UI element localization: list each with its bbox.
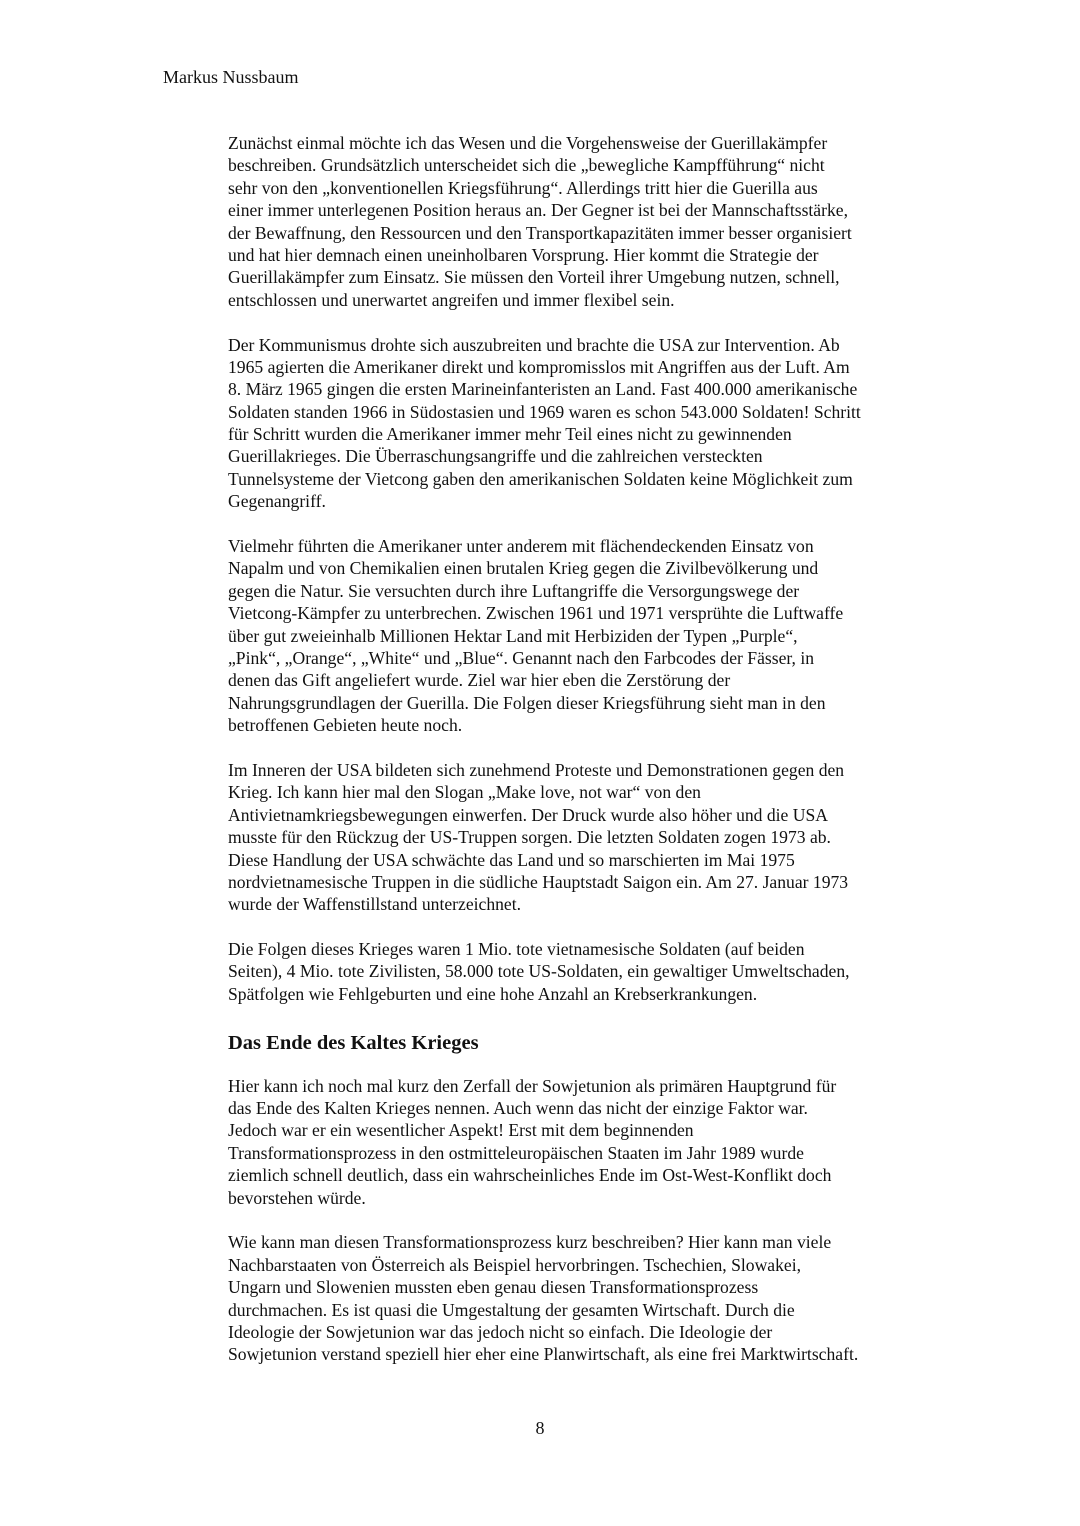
text-line: Seiten), 4 Mio. tote Zivilisten, 58.000 tote US-Soldaten, ein gewaltiger Umweltschaden,: [228, 961, 850, 982]
text-line: für Schritt wurden die Amerikaner immer mehr Teil eines nicht zu gewinnenden: [228, 424, 792, 445]
text-line: Nahrungsgrundlagen der Guerilla. Die Folgen dieser Kriegsführung sieht man in den: [228, 692, 826, 713]
text-line: Antivietnamkriegsbewegungen einwerfen. Der Druck wurde also höher und die USA: [228, 804, 828, 825]
paragraph-guerilla-tactics: [228, 132, 928, 311]
paragraph-spacer: [228, 311, 928, 333]
text-line: Die Folgen dieses Krieges waren 1 Mio. tote vietnamesische Soldaten (auf beiden: [228, 939, 805, 960]
paragraph-transformation: [228, 1231, 928, 1365]
text-line: Gegenangriff.: [228, 491, 326, 512]
text-line: Napalm und von Chemikalien einen brutalen Krieg gegen die Zivilbevölkerung und: [228, 558, 819, 579]
paragraph-us-intervention: [228, 334, 928, 513]
paragraph-spacer: [228, 513, 928, 535]
document-body: [228, 132, 928, 1366]
text-line: Wie kann man diesen Transformationsprozess kurz beschreiben? Hier kann man viele: [228, 1232, 832, 1253]
text-line: wurde der Waffenstillstand unterzeichnet.: [228, 894, 522, 915]
text-line: Nachbarstaaten von Österreich als Beispiel hervorbringen. Tschechien, Slowakei,: [228, 1254, 801, 1275]
text-line: einer immer unterlegenen Position heraus an. Der Gegner ist bei der Mannschaftsstärke,: [228, 200, 848, 221]
text-line: Vietcong-Kämpfer zu unterbrechen. Zwischen 1961 und 1971 versprühte die Luftwaffe: [228, 603, 844, 624]
text-line: Soldaten standen 1966 in Südostasien und 1969 waren es schon 543.000 Soldaten! Schritt: [228, 401, 861, 422]
text-line: der Bewaffnung, den Ressourcen und den Transportkapazitäten immer besser organisiert: [228, 222, 852, 243]
paragraph-consequences: [228, 938, 928, 1005]
text-line: Der Kommunismus drohte sich auszubreiten und brachte die USA zur Intervention. Ab: [228, 334, 840, 355]
paragraph-spacer: [228, 916, 928, 938]
text-line: „Pink“, „Orange“, „White“ und „Blue“. Genannt nach den Farbcodes der Fässer, in: [228, 647, 815, 668]
text-line: Krieg. Ich kann hier mal den Slogan „Make love, not war“ von den: [228, 782, 701, 803]
text-line: musste für den Rückzug der US-Truppen sorgen. Die letzten Soldaten zogen 1973 ab.: [228, 827, 831, 848]
text-line: bevorstehen würde.: [228, 1187, 366, 1208]
page-header-author: Markus Nussbaum: [163, 67, 299, 87]
page-number: 8: [535, 1418, 545, 1438]
text-line: Diese Handlung der USA schwächte das Land und so marschierten im Mai 1975: [228, 849, 795, 870]
text-line: Sowjetunion verstand speziell hier eher eine Planwirtschaft, als eine frei Marktwirtschaft.: [228, 1344, 859, 1365]
text-line: und hat hier demnach einen uneinholbaren Vorsprung. Hier kommt die Strategie der: [228, 244, 819, 265]
text-line: Hier kann ich noch mal kurz den Zerfall der Sowjetunion als primären Hauptgrund für: [228, 1075, 837, 1096]
text-line: denen das Gift angeliefert wurde. Ziel war hier eben die Zerstörung der: [228, 670, 731, 691]
text-line: Ideologie der Sowjetunion war das jedoch nicht so einfach. Die Ideologie der: [228, 1321, 773, 1342]
text-line: beschreiben. Grundsätzlich unterscheidet sich die „bewegliche Kampfführung“ nicht: [228, 155, 825, 176]
text-line: 1965 agierten die Amerikaner direkt und kompromisslos mit Angriffen aus der Luft. Am: [228, 356, 850, 377]
text-line: Vielmehr führten die Amerikaner unter anderem mit flächendeckenden Einsatz von: [228, 536, 814, 557]
text-line: Im Inneren der USA bildeten sich zunehmend Proteste und Demonstrationen gegen den: [228, 759, 845, 780]
text-line: nordvietnamesische Truppen in die südliche Hauptstadt Saigon ein. Am 27. Januar 1973: [228, 871, 849, 892]
paragraph-spacer: [228, 1005, 928, 1027]
text-line: Ungarn und Slowenien mussten eben genau diesen Transformationsprozess: [228, 1277, 759, 1298]
text-line: ziemlich schnell deutlich, dass ein wahrscheinliches Ende im Ost-West-Konflikt doch: [228, 1165, 832, 1186]
text-line: Jedoch war er ein wesentlicher Aspekt! Erst mit dem beginnenden: [228, 1120, 694, 1141]
text-line: Guerillakämpfer zum Einsatz. Sie müssen den Vorteil ihrer Umgebung nutzen, schnell,: [228, 267, 840, 288]
text-line: Zunächst einmal möchte ich das Wesen und die Vorgehensweise der Guerillakämpfer: [228, 133, 828, 153]
text-line: sehr von den „konventionellen Kriegsführung“. Allerdings tritt hier die Guerilla aus: [228, 177, 818, 198]
text-line: betroffenen Gebieten heute noch.: [228, 715, 463, 736]
paragraph-spacer: [228, 737, 928, 759]
text-line: durchmachen. Es ist quasi die Umgestaltung der gesamten Wirtschaft. Durch die: [228, 1299, 795, 1320]
text-line: gegen die Natur. Sie versuchten durch ihre Luftangriffe die Versorgungswege der: [228, 580, 800, 601]
section-heading: Das Ende des Kaltes Krieges: [228, 1031, 479, 1054]
text-line: entschlossen und unerwartet angreifen und immer flexibel sein.: [228, 289, 675, 310]
paragraph-chemical-warfare: [228, 535, 928, 737]
text-line: 8. März 1965 gingen die ersten Marineinfanteristen an Land. Fast 400.000 amerikanische: [228, 379, 858, 400]
text-line: über gut zweieinhalb Millionen Hektar Land mit Herbiziden der Typen „Purple“,: [228, 625, 798, 646]
paragraph-soviet-collapse: [228, 1075, 928, 1209]
text-line: Spätfolgen wie Fehlgeburten und eine hohe Anzahl an Krebserkrankungen.: [228, 983, 758, 1004]
paragraph-spacer: [228, 1209, 928, 1231]
text-line: Tunnelsysteme der Vietcong gaben den amerikanischen Soldaten keine Möglichkeit zum: [228, 468, 853, 489]
text-line: Transformationsprozess in den ostmitteleuropäischen Staaten im Jahr 1989 wurde: [228, 1142, 804, 1163]
text-line: das Ende des Kalten Krieges nennen. Auch wenn das nicht der einzige Faktor war.: [228, 1098, 808, 1119]
paragraph-protests: [228, 759, 928, 916]
text-line: Guerillakrieges. Die Überraschungsangriffe und die zahlreichen versteckten: [228, 446, 763, 467]
